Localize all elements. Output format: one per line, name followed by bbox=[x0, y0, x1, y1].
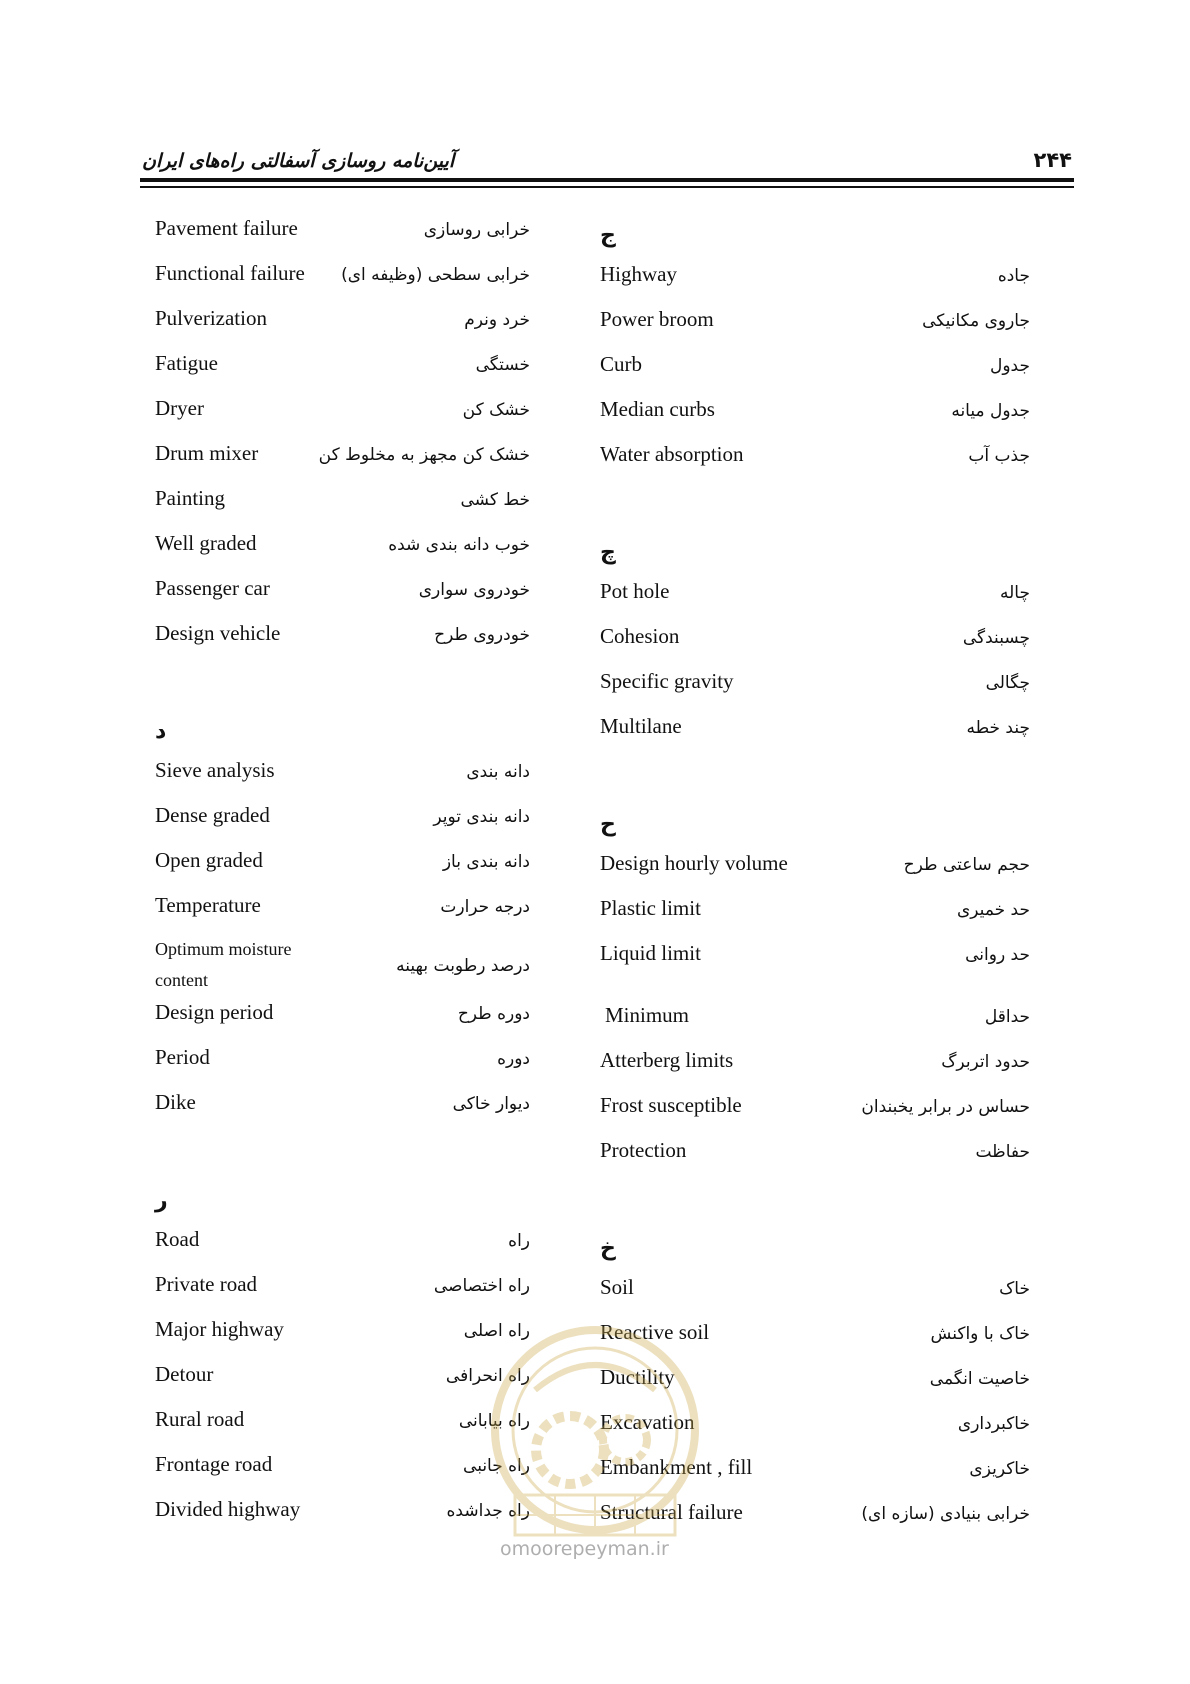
term-persian: راه جانبی bbox=[463, 1456, 530, 1476]
term-persian: چند خطه bbox=[966, 718, 1030, 738]
term-english: Fatigue bbox=[155, 351, 218, 375]
term-english: Drum mixer bbox=[155, 441, 259, 465]
glossary-entry bbox=[600, 892, 1030, 937]
term-english: Well graded bbox=[155, 531, 257, 555]
term-english: Highway bbox=[600, 262, 677, 286]
term-english: Road bbox=[155, 1227, 200, 1251]
term-english: Specific gravity bbox=[600, 669, 734, 693]
term-persian: خشک کن مجهز به مخلوط کن bbox=[318, 445, 530, 465]
term-english: Soil bbox=[600, 1275, 634, 1299]
glossary-entry bbox=[155, 1493, 530, 1538]
section-letter: ج bbox=[600, 222, 616, 248]
glossary-entry bbox=[600, 620, 1030, 665]
term-persian: راه بیابانی bbox=[458, 1411, 530, 1431]
term-english: Power broom bbox=[600, 307, 714, 331]
glossary-entry bbox=[600, 438, 1030, 483]
glossary-entry bbox=[155, 1223, 530, 1268]
term-english: Liquid limit bbox=[600, 941, 701, 965]
glossary-entry bbox=[155, 212, 530, 257]
term-persian: چسبندگی bbox=[962, 628, 1030, 648]
glossary-entry bbox=[600, 1044, 1030, 1089]
term-english: Pot hole bbox=[600, 579, 670, 603]
section-letter: خ bbox=[600, 1235, 616, 1261]
glossary-entry bbox=[600, 258, 1030, 303]
glossary-entry bbox=[600, 710, 1030, 755]
term-english: Design hourly volume bbox=[600, 851, 788, 875]
glossary-entry bbox=[155, 437, 530, 482]
term-persian: حدود اتربرگ bbox=[941, 1052, 1030, 1072]
term-persian: دوره طرح bbox=[457, 1004, 530, 1024]
term-english: Median curbs bbox=[600, 397, 715, 421]
glossary-entry bbox=[155, 1448, 530, 1493]
glossary-entry bbox=[155, 302, 530, 347]
term-persian: حد روانی bbox=[965, 945, 1030, 965]
term-english: Pavement failure bbox=[155, 216, 298, 240]
document-title: آیین‌نامه روسازی آسفالتی راه‌های ایران bbox=[142, 150, 455, 172]
header-rule-thick bbox=[140, 178, 1074, 182]
term-english: Dense graded bbox=[155, 803, 270, 827]
glossary-entry bbox=[600, 1089, 1030, 1134]
glossary-column-left bbox=[155, 212, 530, 1538]
term-persian: خرابی روسازی bbox=[423, 220, 530, 240]
term-persian: جدول bbox=[990, 356, 1030, 376]
term-english: Embankment , fill bbox=[600, 1455, 753, 1479]
term-english: Divided highway bbox=[155, 1497, 301, 1521]
glossary-entry bbox=[600, 348, 1030, 393]
glossary-entry bbox=[155, 1358, 530, 1403]
term-english: Functional failure bbox=[155, 261, 305, 285]
term-persian: دانه بندی توپر bbox=[433, 807, 530, 827]
term-persian: حجم ساعتی طرح bbox=[903, 855, 1030, 875]
term-persian: راه اصلی bbox=[463, 1321, 530, 1341]
term-persian: خاصیت انگمی bbox=[929, 1369, 1030, 1389]
term-english: Rural road bbox=[155, 1407, 245, 1431]
glossary-entry bbox=[600, 393, 1030, 438]
term-english: Frontage road bbox=[155, 1452, 273, 1476]
glossary-entry bbox=[600, 665, 1030, 710]
term-english: Temperature bbox=[155, 893, 261, 917]
section-letter: ر bbox=[155, 1187, 168, 1213]
section-letter: چ bbox=[600, 539, 616, 565]
term-persian: دوره bbox=[497, 1049, 530, 1069]
section-letter: ح bbox=[600, 811, 616, 837]
glossary-entry bbox=[600, 937, 1030, 999]
glossary-entry bbox=[155, 754, 530, 799]
term-persian: جاروی مکانیکی bbox=[922, 311, 1030, 331]
term-english: Dryer bbox=[155, 396, 204, 420]
term-persian: خرابی بنیادی (سازه ای) bbox=[861, 1504, 1030, 1524]
term-english: Curb bbox=[600, 352, 642, 376]
term-persian: خستگی bbox=[475, 355, 530, 375]
term-persian: دیوار خاکی bbox=[452, 1094, 530, 1114]
term-english: Sieve analysis bbox=[155, 758, 275, 782]
term-english: Multilane bbox=[600, 714, 682, 738]
page-number: ۲۴۴ bbox=[1033, 148, 1072, 172]
term-persian: خودروی سواری bbox=[418, 580, 530, 600]
term-english: Plastic limit bbox=[600, 896, 701, 920]
section-letter: د bbox=[155, 718, 167, 744]
term-persian: خاک با واکنش bbox=[930, 1324, 1030, 1344]
term-english: Minimum bbox=[605, 1003, 690, 1027]
glossary-entry bbox=[600, 1361, 1030, 1406]
term-english: Painting bbox=[155, 486, 226, 510]
glossary-entry bbox=[155, 617, 530, 662]
glossary-entry bbox=[600, 303, 1030, 348]
term-english: Cohesion bbox=[600, 624, 680, 648]
glossary-entry bbox=[600, 999, 1030, 1044]
term-persian: خرابی سطحی (وظیفه ای) bbox=[341, 265, 530, 285]
term-persian: درجه حرارت bbox=[440, 897, 530, 917]
term-english: Water absorption bbox=[600, 442, 744, 466]
term-english: Structural failure bbox=[600, 1500, 743, 1524]
glossary-column-right bbox=[600, 212, 1030, 1541]
glossary-entry bbox=[600, 1451, 1030, 1496]
term-persian: دانه بندی bbox=[466, 762, 530, 782]
glossary-entry bbox=[600, 1496, 1030, 1541]
glossary-entry bbox=[155, 1313, 530, 1358]
term-persian: حفاظت bbox=[975, 1142, 1030, 1162]
glossary-entry bbox=[155, 257, 530, 302]
term-persian: خاکبرداری bbox=[957, 1414, 1030, 1434]
glossary-entry bbox=[155, 799, 530, 844]
term-persian: خشک کن bbox=[462, 400, 530, 420]
term-persian: خوب دانه بندی شده bbox=[388, 535, 530, 555]
term-persian: حساس در برابر یخبندان bbox=[861, 1097, 1030, 1117]
term-english: Optimum moisture content bbox=[155, 939, 292, 990]
term-english: Dike bbox=[155, 1090, 196, 1114]
term-persian: چگالی bbox=[985, 673, 1030, 693]
glossary-entry bbox=[155, 844, 530, 889]
glossary-entry bbox=[600, 1134, 1030, 1179]
term-persian: چاله bbox=[1000, 583, 1030, 603]
term-persian: دانه بندی باز bbox=[442, 852, 530, 872]
term-english: Major highway bbox=[155, 1317, 284, 1341]
term-persian: حد خمیری bbox=[957, 900, 1030, 920]
header-rule-thin bbox=[140, 186, 1074, 188]
glossary-entry bbox=[155, 996, 530, 1041]
glossary-entry bbox=[155, 934, 530, 996]
glossary-entry bbox=[155, 347, 530, 392]
term-english: Atterberg limits bbox=[600, 1048, 734, 1072]
term-persian: خرد ونرم bbox=[464, 310, 530, 330]
term-english: Design period bbox=[155, 1000, 274, 1024]
term-persian: حداقل bbox=[984, 1007, 1030, 1027]
glossary-entry bbox=[600, 847, 1030, 892]
term-english: Pulverization bbox=[155, 306, 267, 330]
glossary-entry bbox=[155, 572, 530, 617]
term-english: Protection bbox=[600, 1138, 687, 1162]
glossary-entry bbox=[155, 1268, 530, 1313]
glossary-entry bbox=[155, 527, 530, 572]
term-persian: خاکریزی bbox=[969, 1459, 1030, 1479]
glossary-entry bbox=[155, 889, 530, 934]
glossary-entry bbox=[155, 482, 530, 527]
term-english: Ductility bbox=[600, 1365, 675, 1389]
term-english: Period bbox=[155, 1045, 210, 1069]
term-english: Reactive soil bbox=[600, 1320, 710, 1344]
term-persian: خط کشی bbox=[460, 490, 530, 510]
term-persian: جدول میانه bbox=[951, 401, 1030, 421]
watermark-text: omoorepeyman.ir bbox=[500, 1538, 669, 1560]
term-persian: راه انحرافی bbox=[445, 1366, 530, 1386]
term-english: Design vehicle bbox=[155, 621, 281, 645]
term-persian: خاک bbox=[999, 1279, 1030, 1299]
term-english: Passenger car bbox=[155, 576, 270, 600]
term-persian: راه اختصاصی bbox=[433, 1276, 530, 1296]
glossary-entry bbox=[600, 1316, 1030, 1361]
term-english: Frost susceptible bbox=[600, 1093, 742, 1117]
glossary-entry bbox=[155, 1041, 530, 1086]
glossary-entry bbox=[600, 1271, 1030, 1316]
term-persian: راه جداشده bbox=[446, 1501, 530, 1521]
term-english: Detour bbox=[155, 1362, 214, 1386]
term-persian: خودروی طرح bbox=[434, 625, 530, 645]
glossary-entry bbox=[155, 392, 530, 437]
glossary-entry bbox=[600, 1406, 1030, 1451]
term-persian: جاده bbox=[997, 266, 1030, 286]
term-english: Private road bbox=[155, 1272, 258, 1296]
term-persian: راه bbox=[508, 1231, 530, 1251]
term-persian: درصد رطوبت بهینه bbox=[396, 956, 530, 976]
glossary-entry bbox=[155, 1086, 530, 1131]
glossary-entry bbox=[155, 1403, 530, 1448]
term-english: Open graded bbox=[155, 848, 263, 872]
term-persian: جذب آب bbox=[968, 446, 1030, 466]
glossary-entry bbox=[600, 575, 1030, 620]
term-english: Excavation bbox=[600, 1410, 695, 1434]
